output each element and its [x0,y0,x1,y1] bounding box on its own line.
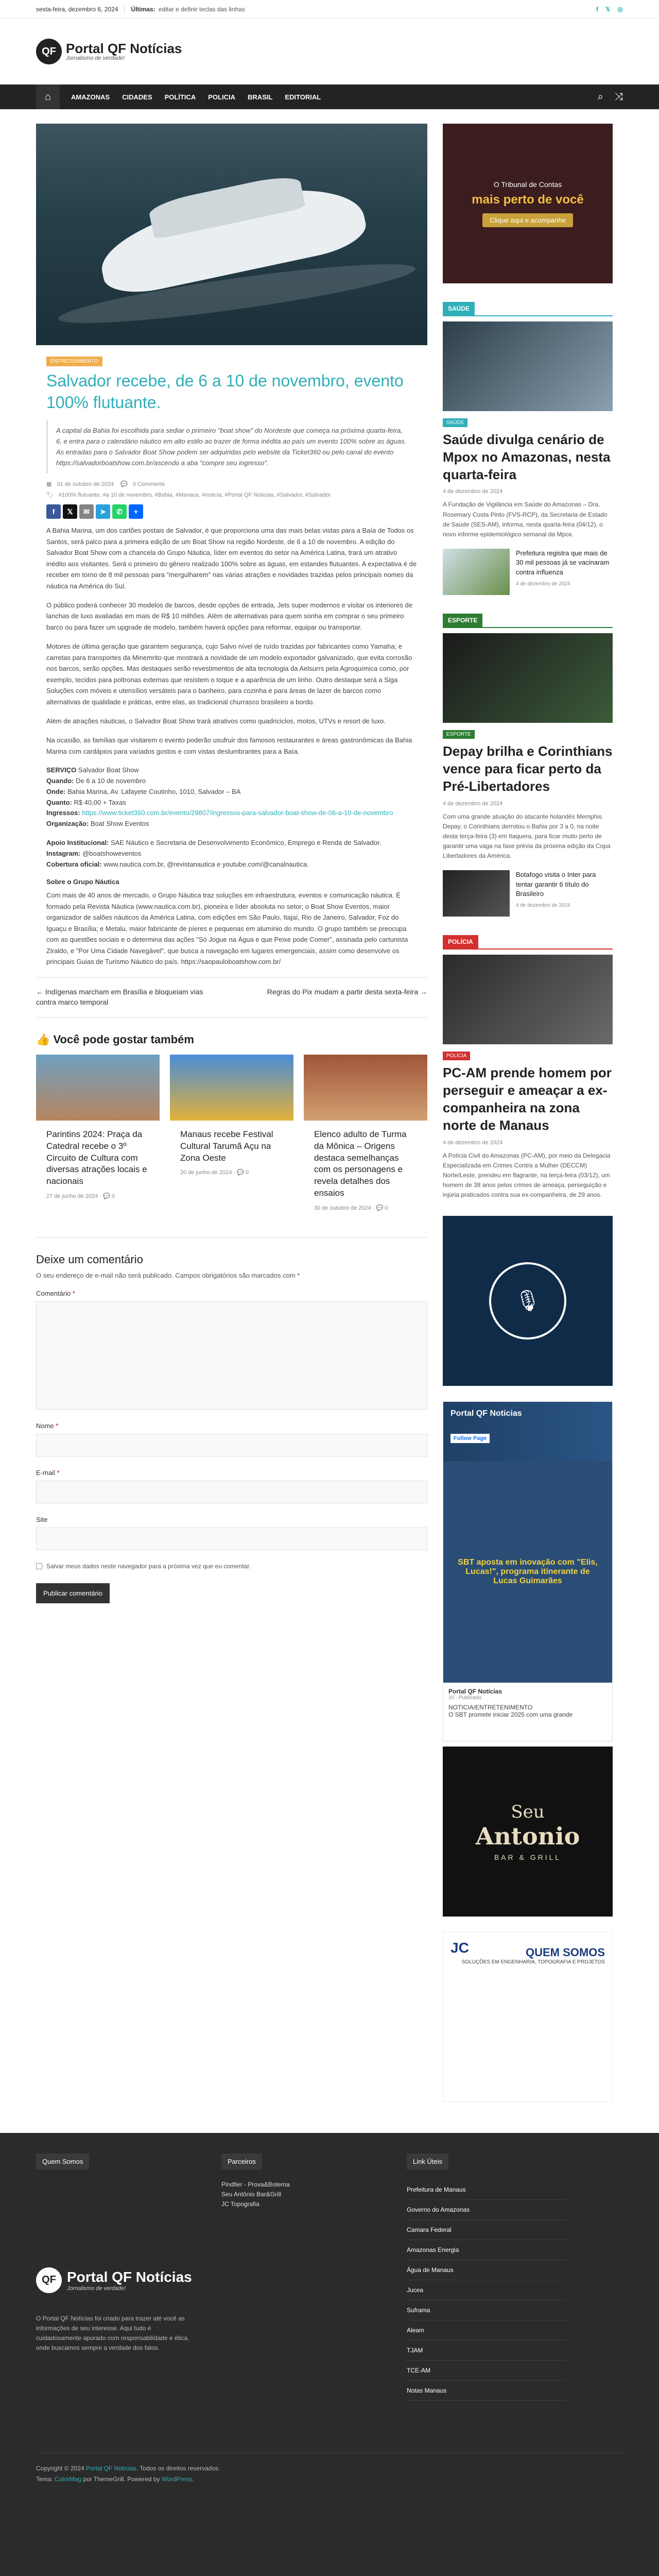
site-name: Portal QF Notícias [66,41,182,56]
copyright-site-link[interactable]: Portal QF Notícias [85,2464,136,2472]
useful-link[interactable]: Camara Federal [407,2220,566,2240]
related-card[interactable] [170,1055,293,1212]
section-esporte [443,614,613,917]
related-card[interactable] [36,1055,160,1212]
search-icon[interactable]: ⌕ [597,91,603,103]
useful-link[interactable]: TCE-AM [407,2361,566,2381]
fb-follow-button[interactable]: Follow Page [450,1434,490,1443]
section-tag[interactable]: SAÚDE [443,418,467,427]
email-label: E-mail * [36,1469,60,1477]
random-post-icon[interactable]: ⤨ [615,91,623,103]
section-label[interactable]: POLÍCIA [443,935,478,948]
name-label: Nome * [36,1422,59,1430]
section-label[interactable]: SAÚDE [443,302,475,315]
post-body [36,525,427,967]
microphone-icon: 🎙 [489,1262,566,1340]
related-title[interactable]: Parintins 2024: Praça da Catedral recebe o 3º Circuito de Cultura com diversas atrações locais e nacionais [46,1129,147,1187]
useful-link[interactable]: Notas Manaus [407,2381,566,2401]
related-heading: 👍 Você pode gostar também [36,1032,194,1046]
related-meta: 30 de outubro de 2024 · 💬 0 [314,1205,388,1212]
comment-textarea[interactable] [36,1301,427,1410]
share-more-icon[interactable]: + [129,504,143,519]
email-field[interactable] [36,1481,427,1503]
section-text: A Polícia Civil do Amazonas (PC-AM), por meio da Delegacia Especializada em Crimes Contra a Mulher (DECCM) Norte/Leste, prendeu em flagrante, na terça-feira (03/12), um homem de 38 anos pelos crimes de ameaça, perseguição e injúria praticados contra sua ex-companheira, de 29 anos. [443,1151,611,1199]
post-category[interactable]: ENTRETENIMENTO [46,357,102,366]
latest-label: Últimas: [131,6,155,13]
top-bar [0,0,659,19]
related-card[interactable] [304,1055,427,1212]
useful-link[interactable]: Suframa [407,2300,566,2320]
fb-page-name[interactable]: Portal QF Noticias [450,1409,522,1418]
fb-post-time: 1h · Publicado [448,1694,481,1701]
post-title: Salvador recebe, de 6 a 10 de novembro, evento 100% flutuante. [46,371,404,412]
section-title[interactable]: PC-AM prende homem por perseguir e ameaçar a ex-companheira na zona norte de Manaus [443,1065,612,1133]
section-image[interactable] [443,633,613,723]
section-mini-post[interactable]: Botafogo visita o Inter para tentar garantir 6 título do Brasileiro 4 de dezembro de 2024 [443,870,613,917]
fb-headline: SBT aposta em inovação com "Elis, Lucas!", programa itinerante de Lucas Guimarães [458,1557,598,1585]
related-meta: 27 de junho de 2024 · 💬 0 [46,1193,115,1200]
featured-image [36,124,427,345]
share-buttons [36,498,427,525]
podcast-banner[interactable] [443,1216,613,1386]
section-policia [443,935,613,1200]
post-navigation [36,977,427,1017]
site-logo[interactable] [36,39,182,64]
section-image[interactable] [443,955,613,1044]
current-date: sexta-feira, dezembro 6, 2024 [36,6,125,13]
name-field[interactable] [36,1434,427,1456]
site-header [0,19,659,84]
useful-link[interactable]: TJAM [407,2341,566,2361]
post-paragraph: Na ocasião, as famílias que visitarem o evento poderão usufruir dos famosos restaurantes e áreas gastronômicas da Bahia Marina com cardápios para variados gostos e com vistas deslumbrantes para a Baía. [46,736,412,755]
section-date[interactable]: 4 de dezembro de 2024 [443,800,503,807]
facebook-widget[interactable] [443,1401,613,1741]
site-tagline: Jornalismo de verdade! [66,55,125,61]
nav-item-politica[interactable]: POLÍTICA [164,93,196,101]
post-paragraph: Além de atrações náuticas, o Salvador Boat Show trará atrativos como quadriciclos, motos, UTVs e resort de luxo. [46,717,386,725]
post-paragraph: O público poderá conhecer 30 modelos de barcos, desde opções de entrada, Jets super modernos e visitar os interiores de lanchas de luxo avaliadas em mais de R$ 10 milhões. Além de alternativas para quem sonha em comprar o seu primeiro barco ou para fazer um upgrade de modelo, também haverá opções para reformar, equipar ou transportar. [46,601,413,631]
post-meta [36,481,427,487]
related-image[interactable] [36,1055,160,1121]
nav-item-brasil[interactable]: BRASIL [248,93,273,101]
theme-link[interactable]: ColorMag [55,2476,82,2483]
related-image[interactable] [304,1055,427,1121]
nav-item-editorial[interactable]: EDITORIAL [285,93,321,101]
about-heading: Sobre o Grupo Náutica [46,878,119,886]
post-paragraph: A Bahia Marina, um dos cartões postais de Salvador, é que proporciona uma das mais belas vistas para a Baía de Todos os Santos, será palco para a primeira edição de um Boat Show na região Nordeste, de 6 a 10 de novembro. A edição do Salvador Boat Show com a chancela do Grupo Náutica, líder em eventos do setor na América Latina, trará um atrativo inédito aos visitantes. Será o primeiro do gênero realizado 100% sobre as águas, em estandes flutuantes. A expectativa é de receber em torno de 8 mil pessoas para "mergulharem" nas várias atrações e novidades trazidas pelos principais nomes da náutica na América do Sul. [46,527,417,590]
post-date[interactable]: 31 de outubro de 2024 [57,481,114,488]
calendar-icon: ▦ [46,481,52,488]
previous-post-link[interactable]: ← Indígenas marcham em Brasília e bloqueiam vias contra marco temporal [36,988,203,1007]
related-posts [36,1055,427,1212]
share-telegram-icon[interactable]: ➤ [96,504,110,519]
home-icon[interactable]: ⌂ [36,84,60,109]
support-info: Apoio Institucional: SAE Náutico e Secretaria de Desenvolvimento Econômico, Emprego e Renda de Salvador. Instagram: @boatshoweventos Cobertura oficial: www.nautica.com.br, @revistanautica e youtube.com/@canalnautica. [46,839,381,868]
footer-about: Quem Somos QF Portal QF Notícias Jornalismo de verdade! O Portal QF Notícias foi criado para trazer até você as informações de seu interesse. Aqui tudo é cuidadosamente apurado com responsabilidade e ética, onde buscamos sempre a verdade dos fatos. [36,2154,196,2401]
footer-links: Link Úteis Prefeitura de Manaus Governo do Amazonas Camara Federal Amazonas Energia Água de Manaus Jucea Suframa Aleam TJAM TCE-AM Notas Manaus [407,2154,566,2401]
post-tag-list[interactable]: #100% flutuante, #a 10 de novembro, #Bahia, #Manaus, #noticia, #Portal QF Noticias, #Salvador, #Salvador [58,492,331,499]
jc-topografia-ad[interactable]: JC QUEM SOMOS SOLUÇÕES EM ENGENHARIA, TOPOGRAFIA E PROJETOS [443,1932,613,2102]
comment-label: Comentário * [36,1290,75,1298]
section-title[interactable]: Depay brilha e Corinthians vence para ficar perto da Pré-Libertadores [443,743,613,794]
nav-item-cidades[interactable]: CIDADES [122,93,152,101]
nav-item-amazonas[interactable]: AMAZONAS [71,93,110,101]
useful-link[interactable]: Prefeitura de Manaus [407,2180,566,2200]
related-meta: 20 de junho de 2024 · 💬 0 [180,1170,249,1176]
useful-link[interactable]: Água de Manaus [407,2260,566,2280]
wordpress-link[interactable]: WordPress [161,2476,193,2483]
post-paragraph: Motores de última geração que garantem segurança, cujo Salvo nível de ruído trazidas por fabricantes como Yamaha; e carretas para transportes da Minemrito que mostrará a novidade de um modelo exportador galvanizado, que evita corrosão nos barcos, serão opções. Mas destaques serão revestimentos de alta tecnologia da Aelsurrs pela Agroquímica como, por exemplo, tecidos para poltronas externas que resistem o toque e a aparência de um linho. Outro destaque será a Siga Soluções com móveis e utensílios versáteis para o banheiro, para cozinha e para áreas de lazer de barcos como alternativas de qualidade e práticas, entre elas, as tradicional churrasco brasileiro a bordo. [46,642,412,706]
section-date[interactable]: 4 de dezembro de 2024 [443,488,503,495]
copyright: Copyright © 2024 Portal QF Notícias. Todos os direitos reservados. Tema: ColorMag por ThemeGrill. Powered by WordPress. [36,2452,623,2485]
comment-icon: 💬 [120,481,128,488]
section-date[interactable]: 4 de dezembro de 2024 [443,1139,503,1146]
comment-form [36,1237,427,1603]
fb-post-page[interactable]: Portal QF Notícias [448,1687,502,1695]
post-tags [36,492,427,498]
section-tag[interactable]: POLÍCIA [443,1052,470,1060]
related-title[interactable]: Elenco adulto de Turma da Mônica – Origens destaca semelhanças com os personagens e revela detalhes dos ensaios [314,1129,407,1198]
share-whatsapp-icon[interactable]: ✆ [112,504,127,519]
twitter-icon[interactable]: 𝕏 [605,6,611,13]
main-nav [0,84,659,109]
post-excerpt: A capital da Bahia foi escolhida para sediar o primeiro "boat show" do Nordeste que começa na próxima quarta-feira, 6, e entra para o calendário náutico em alto estilo ao trazer de forma inédita ao país um evento 100% sobre as águas. As entradas para o Salvador Boat Show podem ser adquiridas pelo website da Ticket360 ou pelo canal do evento https://salvadorboatshow.com.br/ascendo a aba "compre seu ingresso". [46,420,417,473]
sidebar [443,124,613,2102]
section-tag[interactable]: ESPORTE [443,730,475,739]
section-text: Com uma grande atuação do atacante holandês Memphis Depay, o Corinthians derrotou o Bahia por 3 a 0, na noite desta terça-feira (3) em Itaquera, para ficar muito perto de garantir uma vaga na fase prévia da próxima edição da Copa Libertadores da América. [443,812,611,860]
share-email-icon[interactable]: ✉ [79,504,94,519]
related-image[interactable] [170,1055,293,1121]
tce-ad-banner[interactable]: O Tribunal de Contas mais perto de você Clique aqui e acompanhe [443,124,613,283]
section-label[interactable]: ESPORTE [443,614,482,627]
useful-link[interactable]: Jucea [407,2280,566,2300]
seu-antonio-ad[interactable]: Seu Antonio BAR & GRILL [443,1747,613,1917]
news-ticker[interactable]: editar e definir teclas das linhas [158,6,245,13]
submit-comment-button[interactable]: Publicar comentário [36,1583,110,1603]
section-text: A Fundação de Vigilância em Saúde do Amazonas – Dra. Rosemary Costa Pinto (FVS-RCP), da Secretaria de Estado de Saúde (SES-AM), informa, nesta quarta-feira (04/12), o novo informe epidemiológico semanal da Mpox. [443,501,608,538]
site-footer [0,2133,659,2576]
share-x-icon[interactable]: 𝕏 [63,504,77,519]
instagram-icon[interactable]: ◎ [617,6,623,13]
nav-item-policia[interactable]: POLICIA [208,93,236,101]
section-mini-post[interactable]: Prefeitura registra que mais de 30 mil pessoas já se vacinaram contra influenza 4 de dezembro de 2024 [443,549,613,595]
useful-link[interactable]: Governo do Amazonas [407,2200,566,2220]
related-title[interactable]: Manaus recebe Festival Cultural Tarumã Açu na Zona Oeste [180,1129,273,1163]
site-label: Site [36,1516,48,1524]
save-data-checkbox[interactable]: Salvar meus dados neste navegador para a próxima vez que eu comentar. [36,1563,427,1570]
useful-link[interactable]: Amazonas Energia [407,2240,566,2260]
partner-link[interactable]: Pindfier - Prova&Boterna [221,2180,290,2188]
partner-link[interactable]: JC Topografia [221,2200,259,2208]
comment-heading: Deixe um comentário [36,1253,143,1266]
comment-note: O seu endereço de e-mail não será publicado. Campos obrigatórios são marcados com * [36,1272,300,1280]
footer-partners: Parceiros Pindfier - Prova&Boterna Seu Antônio Bar&Grill JC Topografia [221,2154,381,2401]
section-saude [443,302,613,595]
tag-icon: 🏷 [46,492,54,499]
fb-post-category: NOTICIA/ENTRETENIMENTO [448,1703,533,1711]
ad-cta-button[interactable]: Clique aqui e acompanhe [482,213,573,227]
fb-post-text: O SBT promete iniciar 2025 com uma grande [448,1710,573,1718]
site-field[interactable] [36,1528,427,1550]
next-post-link[interactable]: Regras do Pix mudam a partir desta sexta-feira → [267,988,427,996]
service-info: SERVIÇO Salvador Boat Show Quando: De 6 a 10 de novembro Onde: Bahia Marina, Av. Lafayete Coutinho, 1010, Salvador – BA Quanto: R$ 40,00 + Taxas Ingressos: https://www.ticket360.com.br/evento/29807/ingressos-para-salvador-boat-show-de-06-a-10-de-novembro Organização: Boat Show Eventos [46,766,393,828]
main-content [36,124,427,2102]
tickets-link[interactable]: https://www.ticket360.com.br/evento/29807/ingressos-para-salvador-boat-show-de-06-a-10-de-novembro [82,809,393,817]
about-paragraph: Com mais de 40 anos de mercado, o Grupo Náutica traz soluções em infraestrutura, eventos e comunicação náutica. É formado pela Revista Náutica (www.nautica.com.br), pioneira e líder absoluta no setor; o Boat Show Eventos, maior organizador de salões náuticos da América Latina, com edições em São Paulo, Itajaí, Rio de Janeiro, Salvador, Foz do Iguaçu e Brasília; e Metalu, maior fabricante de píeres e pequenas em alumínio do mundo. O grupo também se preocupa com as questões sociais e o determina das ações "Só Jogue na Água e que Peixe pode Comer", assinada pelo cartunista Ziraldo, e "Por Uma Cidade Navegável", que busca a navegação em lugares emergenciais, assim como desenvolve os principais Guias de Turismo Náutico do país. https://saopauloboatshow.com.br/ [46,891,408,966]
social-links [596,6,623,13]
section-image[interactable] [443,321,613,411]
partner-link[interactable]: Seu Antônio Bar&Grill [221,2190,282,2198]
share-facebook-icon[interactable]: f [46,504,61,519]
useful-link[interactable]: Aleam [407,2320,566,2341]
post-comments[interactable]: 0 Comments [132,481,165,488]
logo-mark: QF [36,39,62,64]
facebook-icon[interactable]: f [596,6,598,13]
section-title[interactable]: Saúde divulga cenário de Mpox no Amazonas, nesta quarta-feira [443,432,611,482]
